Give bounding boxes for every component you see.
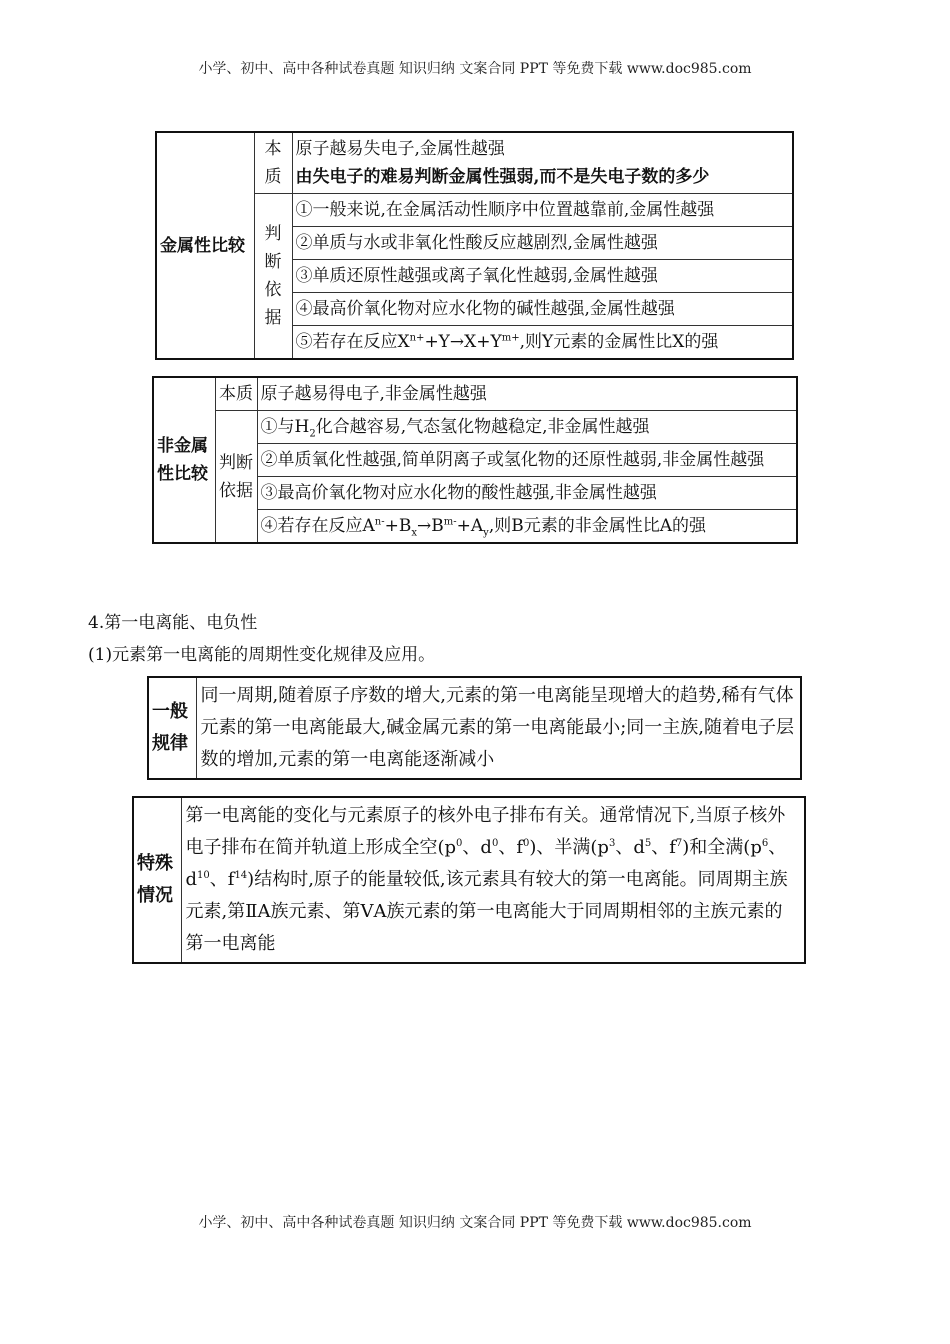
table-row [153, 377, 797, 411]
general-text: 同一周期,随着原子序数的增大,元素的第一电离能呈现增大的趋势,稀有气体元素的第一电离能最大,碱金属元素的第一电离能最小;同一主族,随着电子层数的增加,元素的第一电离能逐渐减小 [196, 677, 801, 779]
general-label: 一般规律 [148, 677, 196, 779]
section-heading: 4.第一电离能、电负性 [88, 613, 258, 633]
page-footer: 小学、初中、高中各种试卷真题 知识归纳 文案合同 PPT 等免费下载 www.doc985.com [198, 1215, 752, 1231]
essence-label: 本质 [254, 132, 292, 194]
special-case-table [132, 796, 806, 964]
essence-cell: 原子越易得电子,非金属性越强 [257, 377, 797, 411]
basis-row-1: ①一般来说,在金属活动性顺序中位置越靠前,金属性越强 [292, 194, 793, 227]
special-text: 第一电离能的变化与元素原子的核外电子排布有关。通常情况下,当原子核外电子排布在简并轨道上形成全空($p^0$、$d^0$、$f^0$)、半满($p^3$、$d^5$、$f^7$)和全满($p^6$、$d^{10}$、$f^{14}$)结构时,原子的能量较低,该元素具有较大的第一电离能。同周期主族元素,第ⅡA族元素、第ⅤA族元素的第一电离能大于同周期相邻的主族元素的第一电离能 [181, 797, 805, 963]
page-header: 小学、初中、高中各种试卷真题 知识归纳 文案合同 PPT 等免费下载 www.doc985.com [198, 61, 752, 77]
table-row [153, 411, 797, 444]
table-row [133, 797, 805, 963]
metal-title: 金属性比较 [156, 132, 254, 359]
table-row [148, 677, 801, 779]
essence-line-1: 原子越易失电子,金属性越强 [295, 139, 505, 159]
basis-row-4: ④最高价氧化物对应水化物的碱性越强,金属性越强 [292, 293, 793, 326]
basis-row-2: ②单质氧化性越强,简单阴离子或氢化物的还原性越弱,非金属性越强 [257, 444, 797, 477]
nonmetal-title: 非金属性比较 [153, 377, 215, 543]
basis-row-3: ③单质还原性越强或离子氧化性越弱,金属性越强 [292, 260, 793, 293]
metal-comparison-table [155, 131, 794, 360]
general-rule-table [147, 676, 802, 780]
table-row [156, 132, 793, 194]
basis-row-1: ①与$H_2$化合越容易,气态氢化物越稳定,非金属性越强 [257, 411, 797, 444]
essence-line-2: 由失电子的难易判断金属性强弱,而不是失电子数的多少 [295, 167, 710, 187]
nonmetal-comparison-table [152, 376, 798, 544]
basis-label: 判断依据 [215, 411, 257, 544]
basis-label: 判断依据 [254, 194, 292, 360]
special-label: 特殊情况 [133, 797, 181, 963]
essence-label: 本质 [215, 377, 257, 411]
essence-cell [292, 132, 793, 194]
section-subheading: (1)元素第一电离能的周期性变化规律及应用。 [88, 645, 436, 665]
basis-row-4: ④若存在反应$A^{n-}+B_x\to B^{m-}+A_y$,则B元素的非金属性比A的强 [257, 510, 797, 544]
basis-row-2: ②单质与水或非氧化性酸反应越剧烈,金属性越强 [292, 227, 793, 260]
basis-row-5: ⑤若存在反应$X^{n+}+Y\to X+Y^{m+}$,则Y元素的金属性比X的强 [292, 326, 793, 360]
basis-row-3: ③最高价氧化物对应水化物的酸性越强,非金属性越强 [257, 477, 797, 510]
